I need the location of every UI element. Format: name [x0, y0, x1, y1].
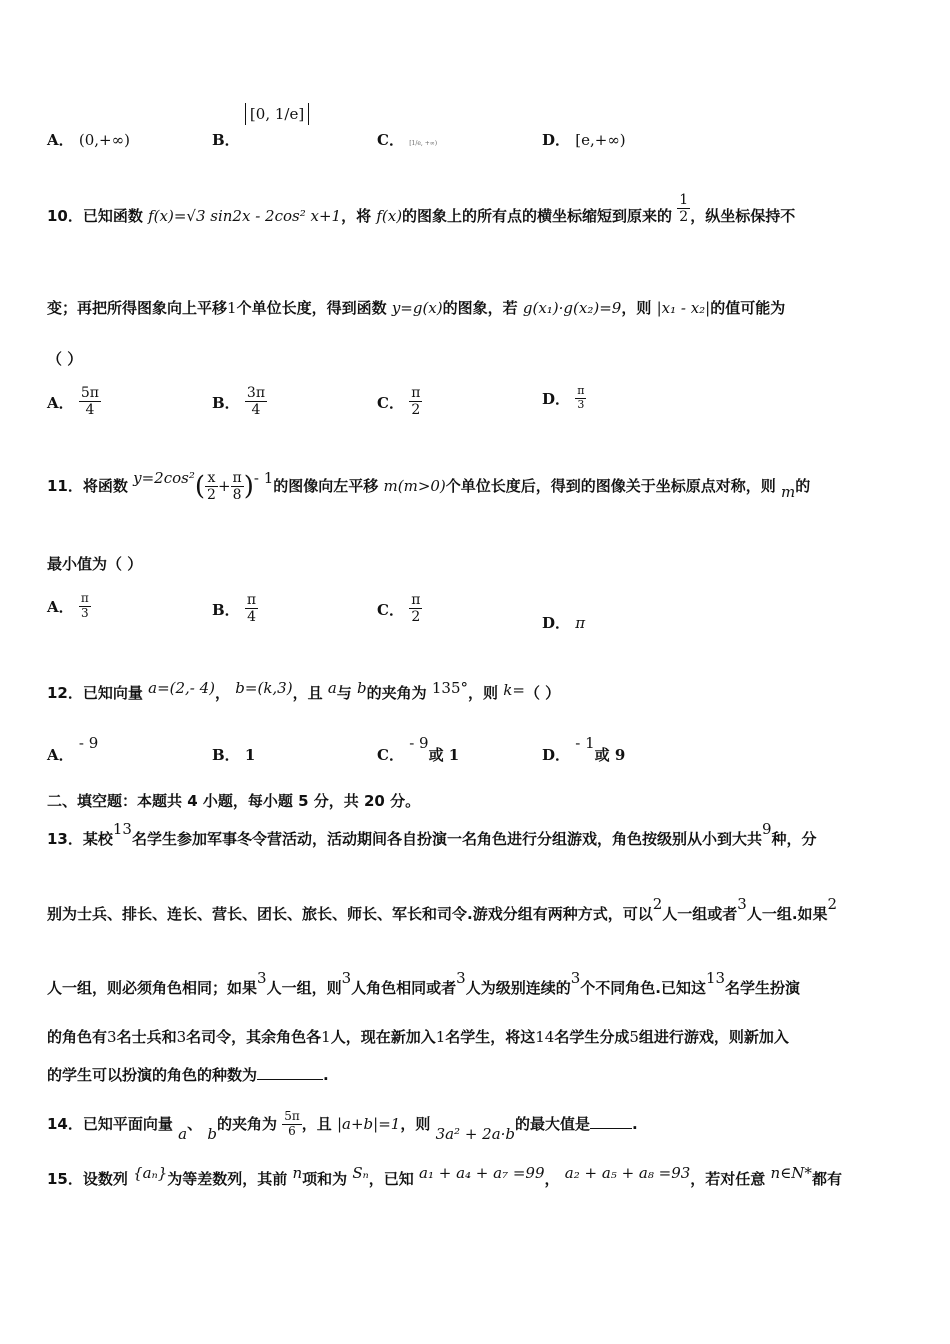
q10-option-c: C． $\frac{\pi}{2}$ [377, 385, 421, 419]
q10-answer-paren: （ ） [47, 350, 83, 368]
q10-line-1: 10．已知函数 f(x)=√3 sin2x - 2cos² x+1，将 f(x)的图象上的所有点的横坐标缩短到原来的 $\frac{1}{2}$ ，纵坐标保持不 [47, 192, 796, 226]
q10-line-2: 变；再把所得图象向上平移1个单位长度，得到函数 y=g(x)的图象，若 g(x₁)·g(x₂)=9，则 |x₁ - x₂|的值可能为 [47, 299, 786, 317]
q13-line-3: 人一组，则必须角色相同；如果3人一组，则3人角色相同或者3人为级别连续的3个不同角色.已知这13名学生扮演 [47, 969, 801, 997]
q14-angle-fraction: $\frac{5\pi}{6}$ [284, 1109, 300, 1138]
q12-vector-a: a=(2,- 4) [148, 679, 216, 697]
q10-half-fraction: $\frac{1}{2}$ [679, 192, 689, 226]
q11-option-b: B． $\frac{\pi}{4}$ [212, 592, 257, 626]
q9-option-c-value: [1/e, +∞) [409, 140, 438, 147]
q12-number: 12． [47, 684, 83, 702]
q10-condition: g(x₁)·g(x₂)=9 [522, 299, 622, 317]
q11-line-1: 11．将函数 y=2cos²( $\frac{x}{2}$ + $\frac{\pi}{8}$ )- 1的图像向左平移 m(m>0)个单位长度后，得到的图像关于坐标原点对称，则 m的 [47, 469, 811, 504]
q9-option-a-value: (0,+∞) [78, 131, 130, 149]
q12-vector-b: b=(k,3) [235, 679, 293, 697]
q9-option-a: A． (0,+∞) [47, 131, 130, 149]
q15-condition-1: a₁ + a₄ + a₇ =99 [419, 1164, 545, 1182]
section-2-heading: 二、填空题：本题共 4 小题，每小题 5 分，共 20 分。 [47, 792, 421, 810]
q9-option-d: D． [e,+∞) [542, 131, 626, 149]
q15-number: 15． [47, 1170, 83, 1188]
q9-option-d-value: [e,+∞) [575, 131, 626, 149]
q9-option-b-value: [0, 1/e] [245, 103, 309, 125]
q11-function: y=2cos² [133, 469, 195, 488]
q11-option-c: C． $\frac{\pi}{2}$ [377, 592, 421, 626]
q15-line: 15．设数列 {aₙ}为等差数列，其前 n项和为 Sₙ，已知 a₁ + a₄ + a₇ =99， a₂ + a₅ + a₈ =93，若对任意 n∈N*都有 [47, 1164, 842, 1188]
q12-option-b: B． 1 [212, 746, 256, 764]
q13-answer-blank[interactable] [257, 1067, 323, 1080]
q9-option-b: B． [0, 1/e] [212, 103, 309, 125]
q12-angle: 135° [431, 679, 469, 697]
q14-line: 14．已知平面向量 a、 b的夹角为 $\frac{5\pi}{6}$ ，且 |a+b|=1，则 3a² + 2a·b的最大值是 . [47, 1109, 638, 1143]
q11-option-a: A． $\frac{\pi}{3}$ [47, 591, 89, 620]
q15-sequence: {aₙ} [133, 1164, 168, 1182]
q14-answer-blank[interactable] [590, 1116, 632, 1129]
q13-line-2: 别为士兵、排长、连长、营长、团长、旅长、师长、军长和司令.游戏分组有两种方式，可以2人一组或者3人一组.如果2 [47, 895, 838, 923]
q13-line-5: 的学生可以扮演的角色的种数为 . [47, 1066, 329, 1084]
q10-g-function: y=g(x) [391, 299, 443, 317]
q11-number: 11． [47, 477, 83, 496]
q10-option-a: A． $\frac{5\pi}{4}$ [47, 385, 99, 419]
q12-option-a: A． - 9 [47, 734, 99, 764]
q10-abs-expr: |x₁ - x₂| [656, 299, 711, 317]
q14-expression: 3a² + 2a·b [435, 1124, 516, 1143]
q11-line-2: 最小值为（ ） [47, 555, 143, 573]
q11-option-d: D． π [542, 614, 586, 632]
q12-option-d: D． - 1或 9 [542, 734, 626, 764]
q13-line-4: 的角色有3名士兵和3名司令，其余角色各1人，现在新加入1名学生，将这14名学生分成5组进行游戏，则新加入 [47, 1028, 789, 1046]
q10-option-b: B． $\frac{3\pi}{4}$ [212, 385, 266, 419]
q12-option-c: C． - 9或 1 [377, 734, 460, 764]
q9-option-c: C． [1/e, +∞) [377, 131, 438, 149]
q14-number: 14． [47, 1114, 83, 1133]
q15-condition-2: a₂ + a₅ + a₈ =93 [564, 1164, 691, 1182]
q11-shift: m(m>0) [383, 477, 446, 496]
q13-number: 13． [47, 830, 83, 848]
q10-option-d: D． $\frac{\pi}{3}$ [542, 384, 585, 411]
q12-line: 12．已知向量 a=(2,- 4)， b=(k,3)，且 a与 b的夹角为 135°，则 k=（ ） [47, 679, 561, 702]
q14-condition: |a+b|=1 [336, 1114, 401, 1133]
q10-number: 10． [47, 207, 83, 226]
q13-line-1: 13．某校13名学生参加军事冬令营活动，活动期间各自扮演一名角色进行分组游戏，角色按级别从小到大共9种，分 [47, 820, 817, 848]
q10-function: f(x)=√3 sin2x - 2cos² x+1 [148, 207, 342, 226]
